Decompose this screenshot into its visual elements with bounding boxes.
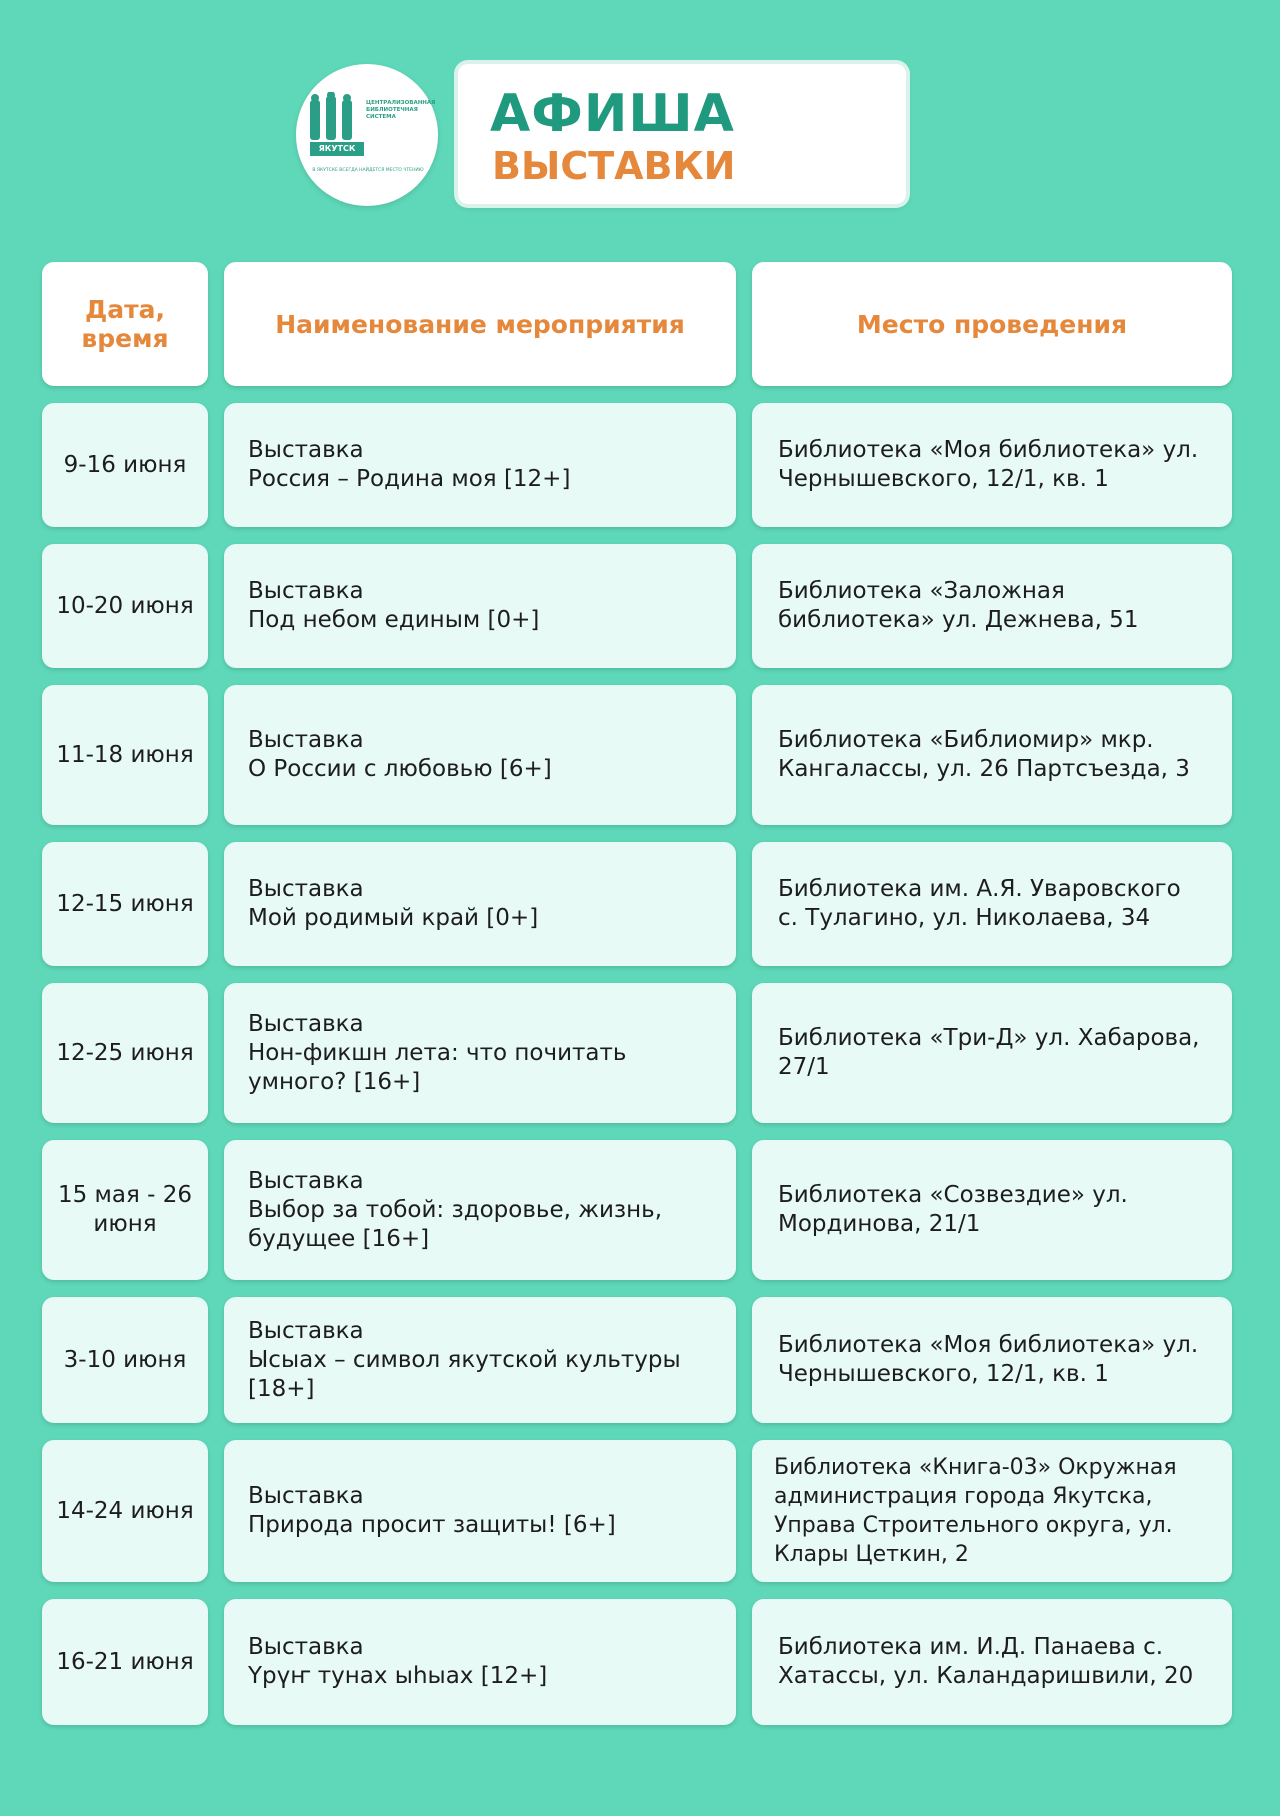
event-name: Выставка Выбор за тобой: здоровье, жизнь, будущее [16+] (224, 1140, 736, 1280)
event-place: Библиотека «Заложная библиотека» ул. Дежнева, 51 (752, 544, 1232, 668)
table-row (42, 1297, 1232, 1423)
event-date: 11-18 июня (42, 685, 208, 825)
table-header-row (42, 262, 1232, 386)
table-row (42, 685, 1232, 825)
table-row (42, 403, 1232, 527)
header-name: Наименование мероприятия (224, 262, 736, 386)
event-date: 14-24 июня (42, 1440, 208, 1582)
event-date: 15 мая - 26 июня (42, 1140, 208, 1280)
header (0, 0, 1280, 230)
event-date: 12-15 июня (42, 842, 208, 966)
event-place: Библиотека им. А.Я. Уваровского с. Тулагино, ул. Николаева, 34 (752, 842, 1232, 966)
event-name: Выставка Мой родимый край [0+] (224, 842, 736, 966)
page-subtitle: ВЫСТАВКИ (492, 144, 736, 188)
library-logo (296, 64, 438, 206)
event-date: 16-21 июня (42, 1599, 208, 1725)
event-date: 9-16 июня (42, 403, 208, 527)
table-row (42, 544, 1232, 668)
event-place: Библиотека «Три-Д» ул. Хабарова, 27/1 (752, 983, 1232, 1123)
event-place: Библиотека «Книга-03» Окружная администрация города Якутска, Управа Строительного округа, ул. Клары Цеткин, 2 (752, 1440, 1232, 1582)
event-name: Выставка Под небом единым [0+] (224, 544, 736, 668)
event-date: 3-10 июня (42, 1297, 208, 1423)
header-place: Место проведения (752, 262, 1232, 386)
logo-word: ЯКУТСК (310, 142, 364, 156)
logo-tagline: В ЯКУТСКЕ ВСЕГДА НАЙДЕТСЯ МЕСТО ЧТЕНИЮ (312, 168, 424, 173)
table-row (42, 842, 1232, 966)
logo-org-text: ЦЕНТРАЛИЗОВАННАЯ БИБЛИОТЕЧНАЯ СИСТЕМА (366, 100, 436, 120)
event-name: Выставка О России с любовью [6+] (224, 685, 736, 825)
event-place: Библиотека им. И.Д. Панаева с. Хатассы, ул. Каландаришвили, 20 (752, 1599, 1232, 1725)
event-name: Выставка Үрүҥ тунах ыһыах [12+] (224, 1599, 736, 1725)
event-date: 12-25 июня (42, 983, 208, 1123)
events-table (42, 262, 1232, 1742)
event-date: 10-20 июня (42, 544, 208, 668)
event-name: Выставка Природа просит защиты! [6+] (224, 1440, 736, 1582)
event-name: Выставка Ысыах – символ якутской культуры [18+] (224, 1297, 736, 1423)
page-title: АФИША (490, 84, 735, 144)
header-date: Дата, время (42, 262, 208, 386)
event-place: Библиотека «Моя библиотека» ул. Чернышевского, 12/1, кв. 1 (752, 403, 1232, 527)
table-row (42, 983, 1232, 1123)
event-place: Библиотека «Библиомир» мкр. Кангалассы, ул. 26 Партсъезда, 3 (752, 685, 1232, 825)
event-place: Библиотека «Созвездие» ул. Мординова, 21/1 (752, 1140, 1232, 1280)
table-row (42, 1599, 1232, 1725)
event-name: Выставка Россия – Родина моя [12+] (224, 403, 736, 527)
event-place: Библиотека «Моя библиотека» ул. Чернышевского, 12/1, кв. 1 (752, 1297, 1232, 1423)
title-box (458, 64, 906, 204)
table-row (42, 1440, 1232, 1582)
table-row (42, 1140, 1232, 1280)
event-name: Выставка Нон-фикшн лета: что почитать умного? [16+] (224, 983, 736, 1123)
